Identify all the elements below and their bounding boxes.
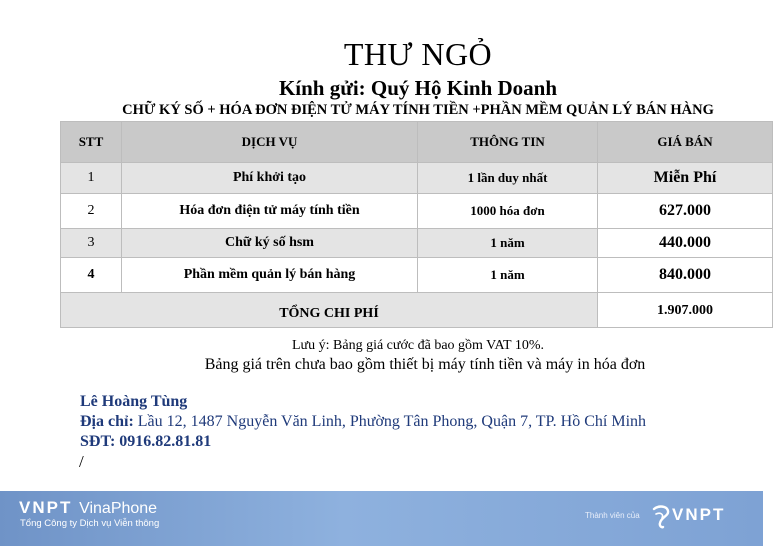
row-service: Phí khởi tạo <box>122 163 418 194</box>
contact-name: Lê Hoàng Tùng <box>80 393 188 410</box>
address-label: Địa chỉ: <box>80 413 134 430</box>
header-service: DỊCH VỤ <box>122 122 418 163</box>
address-value: Lầu 12, 1487 Nguyễn Văn Linh, Phường Tân Phong, Quận 7, TP. Hồ Chí Minh <box>133 413 647 430</box>
subtitle: CHỮ KÝ SỐ + HÓA ĐƠN ĐIỆN TỬ MÁY TÍNH TIỀN +PHẦN MỀM QUẢN LÝ BÁN HÀNG <box>122 102 714 118</box>
price-table <box>60 121 773 328</box>
vnpt-swirl-icon <box>651 503 671 529</box>
total-row <box>61 293 773 328</box>
total-label: TỔNG CHI PHÍ <box>61 293 598 328</box>
brand-logo <box>19 498 157 518</box>
table-row <box>61 229 773 258</box>
table-row <box>61 194 773 229</box>
table-row <box>61 258 773 293</box>
row-price: 627.000 <box>598 194 773 229</box>
row-stt: 1 <box>61 163 122 194</box>
greeting: Kính gửi: Quý Hộ Kinh Doanh <box>278 76 558 100</box>
contact-block <box>80 392 646 452</box>
row-service: Chữ ký số hsm <box>122 229 418 258</box>
contact-phone: SĐT: 0916.82.81.81 <box>80 433 212 450</box>
table-row <box>61 163 773 194</box>
footer-banner <box>0 491 763 546</box>
header-price: GIÁ BÁN <box>598 122 773 163</box>
row-info: 1 lần duy nhất <box>418 163 598 194</box>
row-info: 1000 hóa đơn <box>418 194 598 229</box>
brand-vnpt: VNPT <box>19 498 73 517</box>
letter-title: THƯ NGỎ <box>343 36 493 72</box>
row-price: 840.000 <box>598 258 773 293</box>
row-info: 1 năm <box>418 258 598 293</box>
header-stt: STT <box>61 122 122 163</box>
row-stt: 4 <box>61 258 122 293</box>
row-service: Hóa đơn điện tử máy tính tiền <box>122 194 418 229</box>
row-stt: 2 <box>61 194 122 229</box>
table-header-row <box>61 122 773 163</box>
row-price: 440.000 <box>598 229 773 258</box>
vat-note: Lưu ý: Bảng giá cước đã bao gồm VAT 10%. <box>292 338 544 353</box>
vnpt-logo-text: VNPT <box>672 505 726 524</box>
row-price: Miễn Phí <box>598 163 773 194</box>
contact-address <box>80 412 646 432</box>
header-info: THÔNG TIN <box>418 122 598 163</box>
member-text: Thành viên của <box>585 511 640 520</box>
row-info: 1 năm <box>418 229 598 258</box>
total-value: 1.907.000 <box>598 293 773 328</box>
brand-vinaphone: VinaPhone <box>79 500 158 517</box>
slash-mark: / <box>79 452 84 471</box>
brand-tagline: Tổng Công ty Dịch vụ Viễn thông <box>20 518 160 529</box>
row-stt: 3 <box>61 229 122 258</box>
row-service: Phần mềm quản lý bán hàng <box>122 258 418 293</box>
exclusion-note: Bảng giá trên chưa bao gồm thiết bị máy tính tiền và máy in hóa đơn <box>204 356 646 373</box>
